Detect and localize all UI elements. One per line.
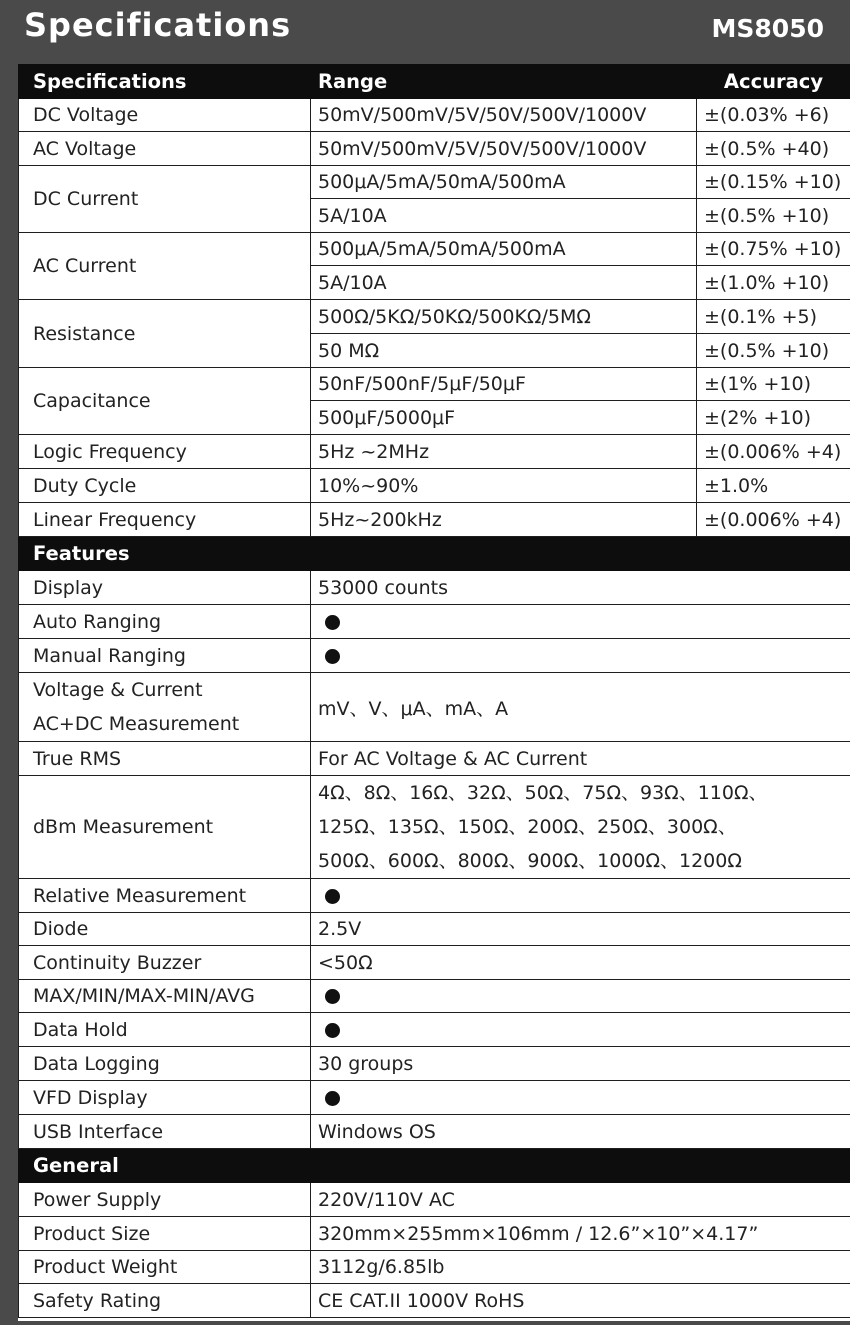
feature-row [19, 1013, 850, 1047]
spec-accuracy: ±(0.006% +4) [697, 503, 850, 537]
model-number: MS8050 [711, 14, 824, 43]
feature-value-line: 4Ω、8Ω、16Ω、32Ω、50Ω、75Ω、93Ω、110Ω、 [318, 782, 768, 804]
general-row [19, 1251, 850, 1284]
spec-accuracy: ±(0.15% +10) [697, 166, 850, 199]
spec-range: 500μA/5mA/50mA/500mA [311, 233, 697, 266]
feature-name: USB Interface [19, 1115, 311, 1149]
spec-range: 500Ω/5KΩ/50KΩ/500KΩ/5MΩ [311, 300, 697, 334]
feature-value: mV、V、μA、mA、A [311, 673, 850, 742]
general-name: Product Size [19, 1217, 311, 1251]
spec-row [19, 503, 850, 537]
feature-name: Diode [19, 913, 311, 946]
feature-value [311, 980, 850, 1013]
spec-name: AC Voltage [19, 132, 311, 166]
spec-range: 500μA/5mA/50mA/500mA [311, 166, 697, 199]
spec-accuracy: ±(0.5% +10) [697, 199, 850, 233]
spec-name: DC Current [19, 166, 311, 233]
spec-row [19, 166, 850, 199]
spec-row [19, 469, 850, 503]
feature-row [19, 776, 850, 879]
feature-row [19, 946, 850, 980]
general-name: Safety Rating [19, 1284, 311, 1318]
spec-accuracy: ±(0.5% +10) [697, 334, 850, 368]
spec-name: Capacitance [19, 368, 311, 435]
spec-name: Duty Cycle [19, 469, 311, 503]
bullet-dot-icon [325, 889, 340, 904]
general-value: 320mm×255mm×106mm / 12.6”×10”×4.17” [311, 1217, 850, 1251]
general-value: 220V/110V AC [311, 1183, 850, 1217]
feature-value: Windows OS [311, 1115, 850, 1149]
feature-value-line: 500Ω、600Ω、800Ω、900Ω、1000Ω、1200Ω [318, 850, 742, 872]
general-row [19, 1284, 850, 1318]
feature-row [19, 1047, 850, 1081]
feature-row [19, 1081, 850, 1115]
bullet-dot-icon [325, 649, 340, 664]
spec-name: Resistance [19, 300, 311, 368]
feature-value: 53000 counts [311, 571, 850, 605]
spec-accuracy: ±(1.0% +10) [697, 266, 850, 300]
feature-value [311, 776, 850, 879]
feature-name-line: Voltage & Current [33, 679, 203, 701]
feature-name: Manual Ranging [19, 639, 311, 673]
spec-range: 500μF/5000μF [311, 401, 697, 435]
spec-name: DC Voltage [19, 99, 311, 132]
spec-accuracy: ±1.0% [697, 469, 850, 503]
spec-accuracy: ±(0.006% +4) [697, 435, 850, 469]
spec-range: 50mV/500mV/5V/50V/500V/1000V [311, 99, 697, 132]
feature-name: Relative Measurement [19, 879, 311, 913]
feature-name: Auto Ranging [19, 605, 311, 639]
spec-sheet [18, 64, 850, 1321]
spec-section-header [19, 65, 850, 99]
feature-value: 2.5V [311, 913, 850, 946]
general-row [19, 1217, 850, 1251]
feature-name: Data Logging [19, 1047, 311, 1081]
spec-accuracy: ±(2% +10) [697, 401, 850, 435]
spec-row [19, 132, 850, 166]
general-section-header [19, 1149, 850, 1183]
feature-name: Data Hold [19, 1013, 311, 1047]
bullet-dot-icon [325, 1023, 340, 1038]
features-header: Features [19, 537, 850, 571]
spec-row [19, 233, 850, 266]
header-specifications: Specifications [19, 65, 311, 99]
feature-value [311, 639, 850, 673]
feature-name: dBm Measurement [19, 776, 311, 879]
spec-range: 10%~90% [311, 469, 697, 503]
page-banner [0, 0, 850, 64]
spec-name: Linear Frequency [19, 503, 311, 537]
header-range: Range [311, 65, 697, 99]
feature-row [19, 605, 850, 639]
feature-row [19, 742, 850, 776]
general-row [19, 1183, 850, 1217]
feature-value: <50Ω [311, 946, 850, 980]
features-section-header [19, 537, 850, 571]
feature-row [19, 639, 850, 673]
feature-name: True RMS [19, 742, 311, 776]
general-value: 3112g/6.85lb [311, 1251, 850, 1284]
spec-range: 5A/10A [311, 266, 697, 300]
feature-row [19, 980, 850, 1013]
bullet-dot-icon [325, 989, 340, 1004]
header-accuracy: Accuracy [697, 65, 850, 99]
spec-row [19, 99, 850, 132]
spec-row [19, 300, 850, 334]
spec-range: 50 MΩ [311, 334, 697, 368]
spec-accuracy: ±(1% +10) [697, 368, 850, 401]
feature-value [311, 1081, 850, 1115]
feature-row [19, 1115, 850, 1149]
spec-accuracy: ±(0.75% +10) [697, 233, 850, 266]
spec-row [19, 435, 850, 469]
spec-table [18, 64, 850, 1318]
feature-name: Continuity Buzzer [19, 946, 311, 980]
spec-range: 5A/10A [311, 199, 697, 233]
feature-name [19, 673, 311, 742]
page-title: Specifications [24, 6, 292, 44]
spec-row [19, 368, 850, 401]
feature-row [19, 879, 850, 913]
feature-value [311, 605, 850, 639]
spec-accuracy: ±(0.03% +6) [697, 99, 850, 132]
spec-accuracy: ±(0.1% +5) [697, 300, 850, 334]
feature-value: For AC Voltage & AC Current [311, 742, 850, 776]
spec-name: Logic Frequency [19, 435, 311, 469]
feature-row [19, 913, 850, 946]
general-name: Product Weight [19, 1251, 311, 1284]
feature-value [311, 1013, 850, 1047]
bullet-dot-icon [325, 615, 340, 630]
bullet-dot-icon [325, 1091, 340, 1106]
general-header: General [19, 1149, 850, 1183]
feature-value-line: 125Ω、135Ω、150Ω、200Ω、250Ω、300Ω、 [318, 816, 737, 838]
general-value: CE CAT.II 1000V RoHS [311, 1284, 850, 1318]
feature-value: 30 groups [311, 1047, 850, 1081]
feature-row [19, 673, 850, 742]
spec-range: 5Hz ~2MHz [311, 435, 697, 469]
general-name: Power Supply [19, 1183, 311, 1217]
feature-name: VFD Display [19, 1081, 311, 1115]
spec-accuracy: ±(0.5% +40) [697, 132, 850, 166]
spec-range: 5Hz~200kHz [311, 503, 697, 537]
spec-range: 50nF/500nF/5μF/50μF [311, 368, 697, 401]
feature-name: Display [19, 571, 311, 605]
feature-value [311, 879, 850, 913]
feature-row [19, 571, 850, 605]
spec-range: 50mV/500mV/5V/50V/500V/1000V [311, 132, 697, 166]
feature-name-line: AC+DC Measurement [33, 713, 240, 735]
spec-name: AC Current [19, 233, 311, 300]
feature-name: MAX/MIN/MAX-MIN/AVG [19, 980, 311, 1013]
